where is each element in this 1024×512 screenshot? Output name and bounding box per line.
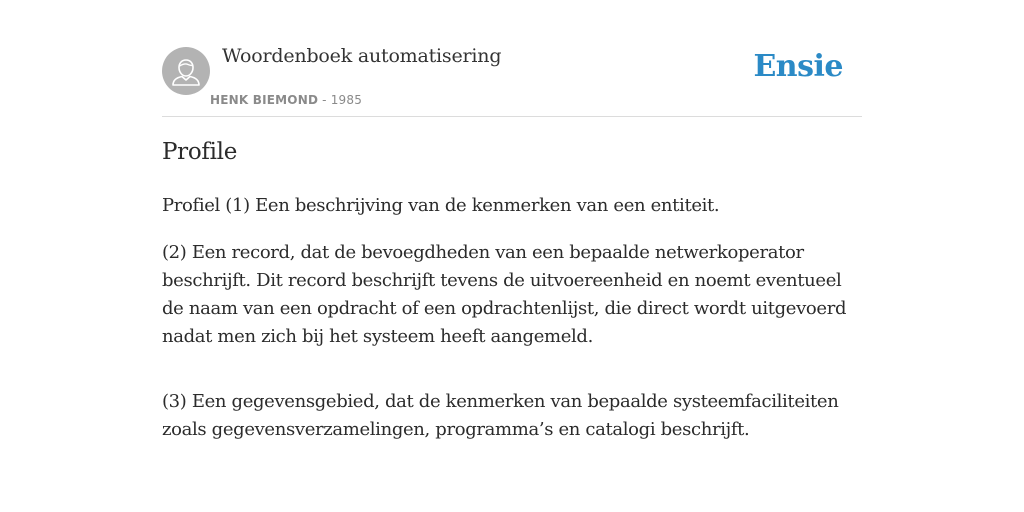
byline-separator: -	[318, 93, 331, 107]
page	[162, 0, 862, 512]
book-title[interactable]: Woordenboek automatisering	[222, 45, 502, 67]
definition-paragraph: (3) Een gegevensgebied, dat de kenmerken van bepaalde systeemfaciliteiten zoals gegevensverzamelingen, programma’s en catalogi beschrijft.	[162, 391, 839, 440]
definition-paragraph: Profiel (1) Een beschrijving van de kenmerken van een entiteit.	[162, 195, 720, 216]
entry-definition	[162, 192, 862, 463]
user-avatar-icon[interactable]	[162, 47, 210, 95]
publication-year: 1985	[330, 93, 363, 107]
author-name[interactable]: HENK BIEMOND	[210, 93, 319, 107]
definition-paragraph: (2) Een record, dat de bevoegdheden van een bepaalde netwerkoperator beschrijft. Dit record beschrijft tevens de uitvoereenheid en noemt eventueel de naam van een opdracht of een opdrachtenlijst, die direct wordt uitgevoerd nadat men zich bij het systeem heeft aangemeld.	[162, 242, 847, 347]
source-header	[162, 0, 862, 117]
user-outline-icon	[162, 47, 210, 95]
entry-title: Profile	[162, 139, 238, 165]
ensie-logo[interactable]: Ensie	[753, 49, 843, 84]
byline	[210, 93, 362, 107]
